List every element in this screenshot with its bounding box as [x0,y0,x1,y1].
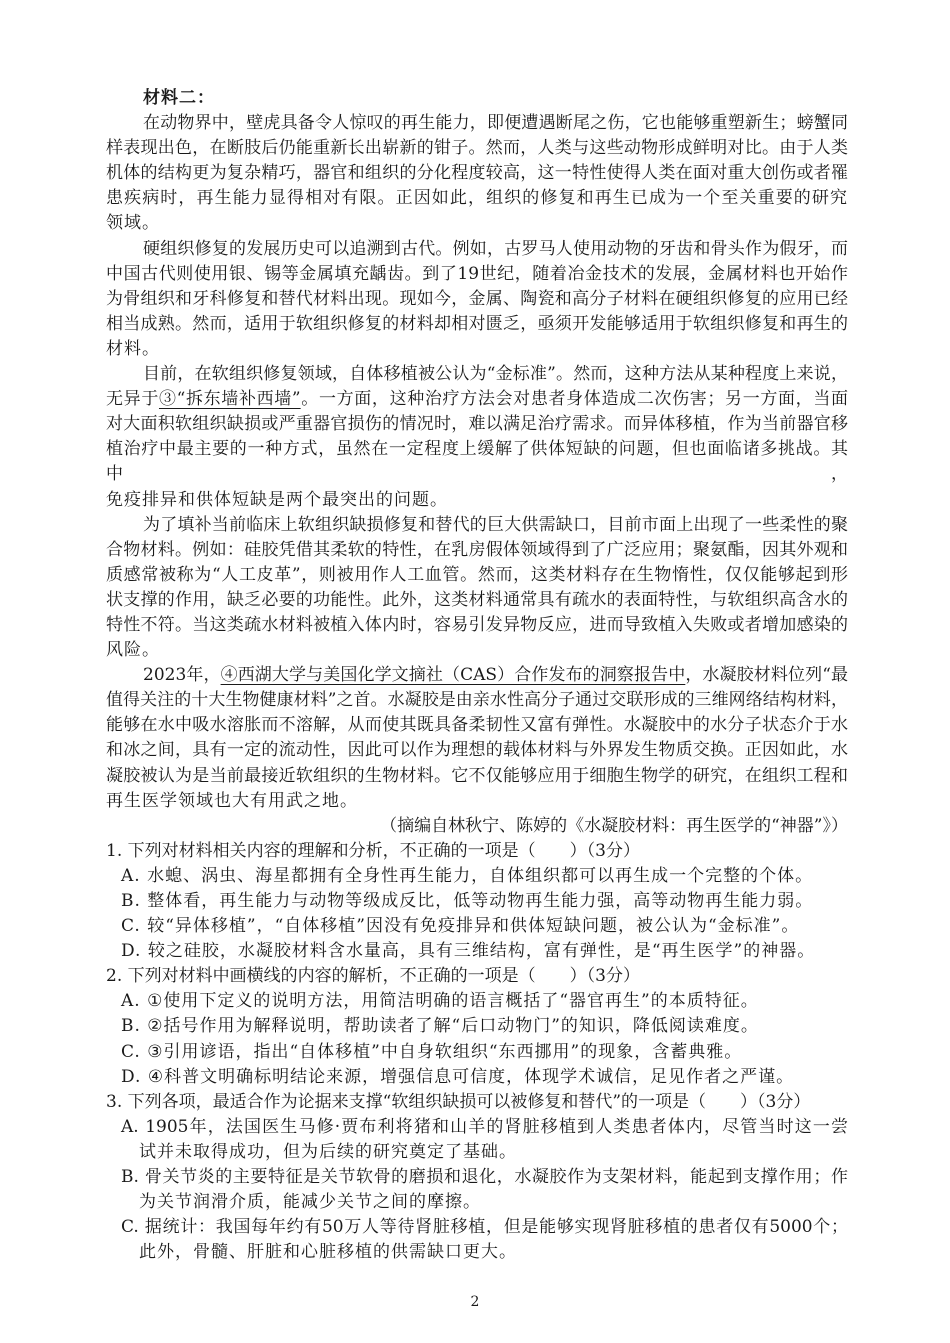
paragraph-line: 合物材料。例如：硅胶凭借其柔软的特性，在乳房假体领域得到了广泛应用；聚氨酯，因其外观和 [106,539,848,560]
paragraph-line: 样表现出色，在断肢后仍能重新长出崭新的钳子。然而，人类与这些动物形成鲜明对比。由于人类 [106,138,848,159]
answer-option: 为关节润滑介质，能减少关节之间的摩擦。 [139,1192,481,1213]
paragraph-line: 患疾病时，再生能力显得相对有限。正因如此，组织的修复和再生已成为一个至关重要的研究领域。 [106,188,848,234]
paragraph-line: 值得关注的十大生物健康材料”之首。水凝胶是由亲水性高分子通过交联形成的三维网络结构材料， [106,690,848,711]
material-title: 材料二： [143,88,215,108]
paragraph-line: 硬组织修复的发展历史可以追溯到古代。例如，古罗马人使用动物的牙齿和骨头作为假牙，而 [143,238,848,259]
paragraph-line: 风险。 [106,640,160,661]
answer-option: D. 较之硅胶，水凝胶材料含水量高，具有三维结构，富有弹性，是“再生医学”的神器。 [121,941,816,962]
paragraph-line: 免疫排异和供体短缺是两个最突出的问题。 [106,489,448,510]
underlined-phrase: ④西湖大学与美国化学文摘社（CAS）合作发布的洞察报告中 [220,665,686,686]
source-citation: （摘编自林秋宁、陈婷的《水凝胶材料：再生医学的“神器”》） [380,815,848,836]
paragraph-line: 特性不符。当这类疏水材料被植入体内时，容易引发异物反应，进而导致植入失败或者增加感染的 [106,614,848,635]
answer-option: 此外，骨髓、肝脏和心脏移植的供需缺口更大。 [139,1242,517,1263]
answer-option: A. 1905年，法国医生马修·贾布利将猪和山羊的肾脏移植到人类患者体内，尽管当时这一尝 [121,1116,848,1137]
paragraph-line: 在动物界中，壁虎具备令人惊叹的再生能力，即便遭遇断尾之伤，它也能够重塑新生；螃蟹同 [143,113,848,134]
paragraph-line: 中国古代则使用银、锡等金属填充龋齿。到了19世纪，随着冶金技术的发展，金属材料也开始作 [106,263,848,284]
paragraph-line: 质感常被称为“人工皮革”，则被用作人工血管。然而，这类材料存在生物惰性，仅仅能够起到形 [106,564,848,585]
questions-section [106,839,848,1266]
paragraph-line [106,387,848,412]
paragraph-line: 目前，在软组织修复领域，自体移植被公认为“金标准”。然而，这种方法从某种程度上来说， [143,364,848,385]
paragraph-line: 相当成熟。然而，适用于软组织修复的材料却相对匮乏，亟须开发能够适用于软组织修复和再生的 [106,313,848,334]
answer-option: C. ③引用谚语，指出“自体移植”中自身软组织“东西挪用”的现象，含蓄典雅。 [121,1041,743,1062]
answer-option: C. 较“异体移植”，“自体移植”因没有免疫排异和供体短缺问题，被公认为“金标准”。 [121,916,800,937]
underlined-phrase: ③“拆东墙补西墙” [158,389,301,410]
paragraph-line: 为骨组织和牙科修复和替代材料出现。现如今，金属、陶瓷和高分子材料在硬组织修复的应用已经 [106,288,848,309]
page-number: 2 [470,1294,480,1310]
paragraph-line: 材料。 [106,338,160,359]
question-stem: 2. 下列对材料中画横线的内容的解析，不正确的一项是（ ）（3分） [106,966,640,987]
question-stem: 3. 下列各项，最适合作为论据来支撑“软组织缺损可以被修复和替代”的一项是（ ）（3分） [106,1091,811,1112]
text-segment: 2023年， [143,665,221,686]
answer-option: B. ②括号作用为解释说明，帮助读者了解“后口动物门”的知识，降低阅读难度。 [121,1016,759,1037]
answer-option: B. 整体看，再生能力与动物等级成反比，低等动物再生能力强，高等动物再生能力弱。 [121,891,814,911]
paragraph-line: 能够在水中吸水溶胀而不溶解，从而使其既具备柔韧性又富有弹性。水凝胶中的水分子状态介于水 [106,715,848,736]
question-stem: 1. 下列对材料相关内容的理解和分析，不正确的一项是（ ）（3分） [106,840,640,861]
answer-option: A. ①使用下定义的说明方法，用简洁明确的语言概括了“器官再生”的本质特征。 [121,991,759,1012]
text-segment: 无异于 [106,389,159,410]
answer-option: C. 据统计：我国每年约有50万人等待肾脏移植，但是能够实现肾脏移植的患者仅有5000个； [121,1217,848,1238]
answer-option: A. 水螅、涡虫、海星都拥有全身性再生能力，自体组织都可以再生成一个完整的个体。 [121,865,814,886]
answer-option: D. ④科普文明确标明结论来源，增强信息可信度，体现学术诚信，足见作者之严谨。 [121,1066,795,1087]
paragraph-line: 状支撑的作用，缺乏必要的功能性。此外，这类材料通常具有疏水的表面特性，与软组织高含水的 [106,589,848,610]
document-body [106,86,848,1265]
paragraph-line: 再生医学领域也大有用武之地。 [106,790,358,811]
paragraph-line: 和冰之间，具有一定的流动性，因此可以作为理想的载体材料与外界发生物质交换。正因如此，水 [106,740,848,761]
text-segment: ，水凝胶材料位列“最 [685,665,848,686]
answer-option: 试并未取得成功，但为后续的研究奠定了基础。 [139,1141,517,1162]
text-segment: 。一方面，这种治疗方法会对患者身体造成二次伤害；另一方面，当面 [300,389,849,410]
paragraph-line: 凝胶被认为是当前最接近软组织的生物材料。它不仅能够应用于细胞生物学的研究，在组织工程和 [106,765,848,786]
answer-option: B. 骨关节炎的主要特征是关节软骨的磨损和退化，水凝胶作为支架材料，能起到支撑作用；作 [121,1167,848,1188]
paragraph-line: 植治疗中最主要的一种方式，虽然在一定程度上缓解了供体短缺的问题，但也面临诸多挑战。其中， [106,439,848,485]
paragraph-line: 机体的结构更为复杂精巧，器官和组织的分化程度较高，这一特性使得人类在面对重大创伤或者罹 [106,163,848,184]
paragraph-line [106,663,848,688]
paragraph-line: 对大面积软组织缺损或严重器官损伤的情况时，难以满足治疗需求。而异体移植，作为当前器官移 [106,414,848,435]
paragraph-line: 为了填补当前临床上软组织缺损修复和替代的巨大供需缺口，目前市面上出现了一些柔性的聚 [143,514,848,535]
material-passage [106,111,848,814]
